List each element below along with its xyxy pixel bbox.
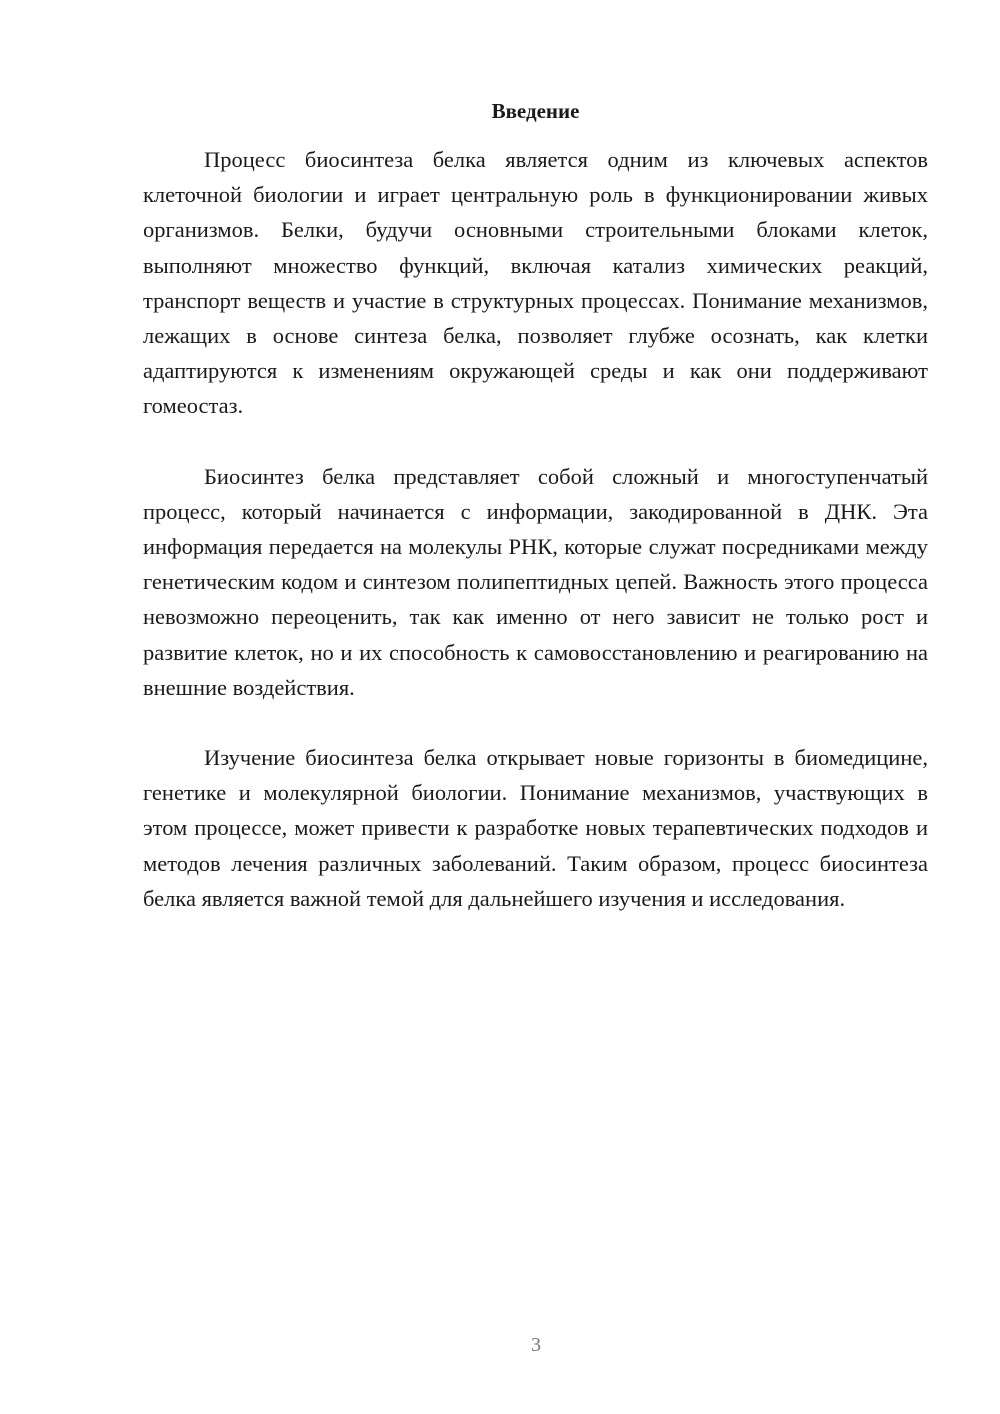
paragraph-3: Изучение биосинтеза белка открывает новые горизонты в биомедицине, генетике и молекулярной биологии. Понимание механизмов, участвующих в этом процессе, может привести к разработке новых терапевтических подходов и методов лечения различных заболеваний. Таким образом, процесс биосинтеза белка является важной темой для дальнейшего изучения и исследования. (143, 745, 928, 911)
paragraph-2: Биосинтез белка представляет собой сложный и многоступенчатый процесс, который начинается с информации, закодированной в ДНК. Эта информация передается на молекулы РНК, которые служат посредниками между генетическим кодом и синтезом полипептидных цепей. Важность этого процесса невозможно переоценить, так как именно от него зависит не только рост и развитие клеток, но и их способность к самовосстановлению и реагированию на внешние воздействия. (143, 463, 928, 700)
section-heading: Введение (491, 99, 580, 123)
paragraph-1: Процесс биосинтеза белка является одним из ключевых аспектов клеточной биологии и играет центральную роль в функционировании живых организмов. Белки, будучи основными строительными блоками клеток, выполняют множество функций, включая катализ химических реакций, транспорт веществ и участие в структурных процессах. Понимание механизмов, лежащих в основе синтеза белка, позволяет глубже осознать, как клетки адаптируются к изменениям окружающей среды и как они поддерживают гомеостаз. (143, 147, 928, 419)
body-text (143, 142, 928, 951)
page-number: 3 (531, 1334, 541, 1356)
